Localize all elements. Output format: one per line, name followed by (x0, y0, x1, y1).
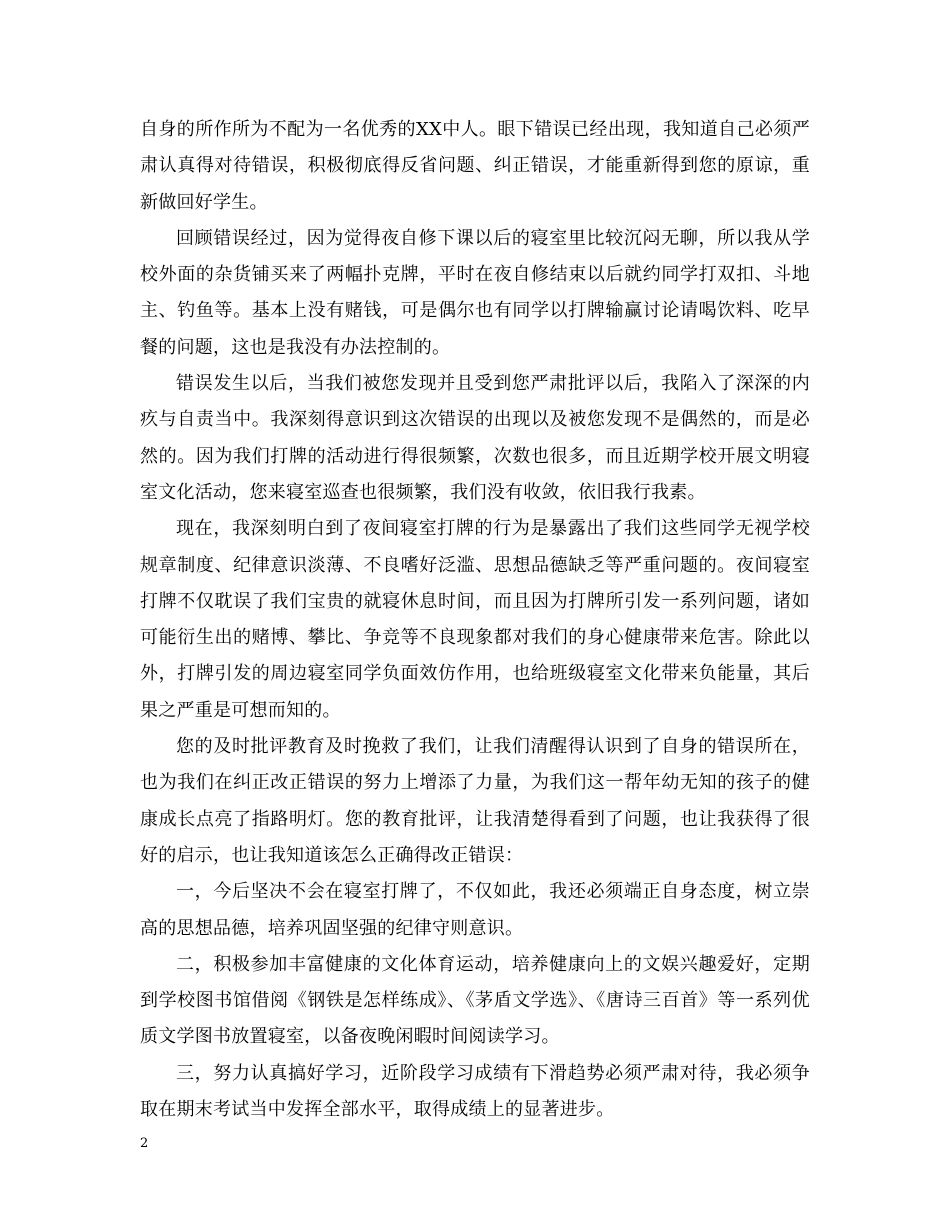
paragraph-2: 回顾错误经过，因为觉得夜自修下课以后的寝室里比较沉闷无聊，所以我从学校外面的杂货铺买来了两幅扑克牌，平时在夜自修结束以后就约同学打双扣、斗地主、钓鱼等。基本上没有赌钱，可是偶尔也有同学以打牌输赢讨论请喝饮料、吃早餐的问题，这也是我没有办法控制的。 (140, 227, 810, 358)
paragraph-6: 一，今后坚决不会在寝室打牌了，不仅如此，我还必须端正自身态度，树立崇高的思想品德，培养巩固坚强的纪律守则意识。 (140, 881, 810, 939)
paragraph-4: 现在，我深刻明白到了夜间寝室打牌的行为是暴露出了我们这些同学无视学校规章制度、纪律意识淡薄、不良嗜好泛滥、思想品德缺乏等严重问题的。夜间寝室打牌不仅耽误了我们宝贵的就寝休息时间，而且因为打牌所引发一系列问题，诸如可能衍生出的赌博、攀比、争竞等不良现象都对我们的身心健康带来危害。除此以外，打牌引发的周边寝室同学负面效仿作用，也给班级寝室文化带来负能量，其后果之严重是可想而知的。 (140, 518, 810, 721)
paragraph-5: 您的及时批评教育及时挽救了我们，让我们清醒得认识到了自身的错误所在，也为我们在纠正改正错误的努力上增添了力量，为我们这一帮年幼无知的孩子的健康成长点亮了指路明灯。您的教育批评，让我清楚得看到了问题，也让我获得了很好的启示，也让我知道该怎么正确得改正错误： (140, 736, 810, 866)
paragraph-1: 自身的所作所为不配为一名优秀的XX中人。眼下错误已经出现，我知道自己必须严肃认真得对待错误，积极彻底得反省问题、纠正错误，才能重新得到您的原谅，重新做回好学生。 (140, 119, 810, 213)
paragraph-7: 二，积极参加丰富健康的文化体育运动，培养健康向上的文娱兴趣爱好，定期到学校图书馆借阅《钢铁是怎样练成》、《茅盾文学选》、《唐诗三百首》等一系列优质文学图书放置寝室，以备夜晚闲暇时间阅读学习。 (140, 953, 810, 1048)
document-body (140, 112, 810, 1128)
paragraph-8: 三，努力认真搞好学习，近阶段学习成绩有下滑趋势必须严肃对待，我必须争取在期末考试当中发挥全部水平，取得成绩上的显著进步。 (140, 1062, 810, 1121)
paragraph-3: 错误发生以后，当我们被您发现并且受到您严肃批评以后，我陷入了深深的内疚与自责当中。我深刻得意识到这次错误的出现以及被您发现不是偶然的，而是必然的。因为我们打牌的活动进行得很频繁，次数也很多，而且近期学校开展文明寝室文化活动，您来寝室巡查也很频繁，我们没有收敛，依旧我行我素。 (140, 373, 810, 503)
page-number: 2 (140, 1136, 149, 1151)
